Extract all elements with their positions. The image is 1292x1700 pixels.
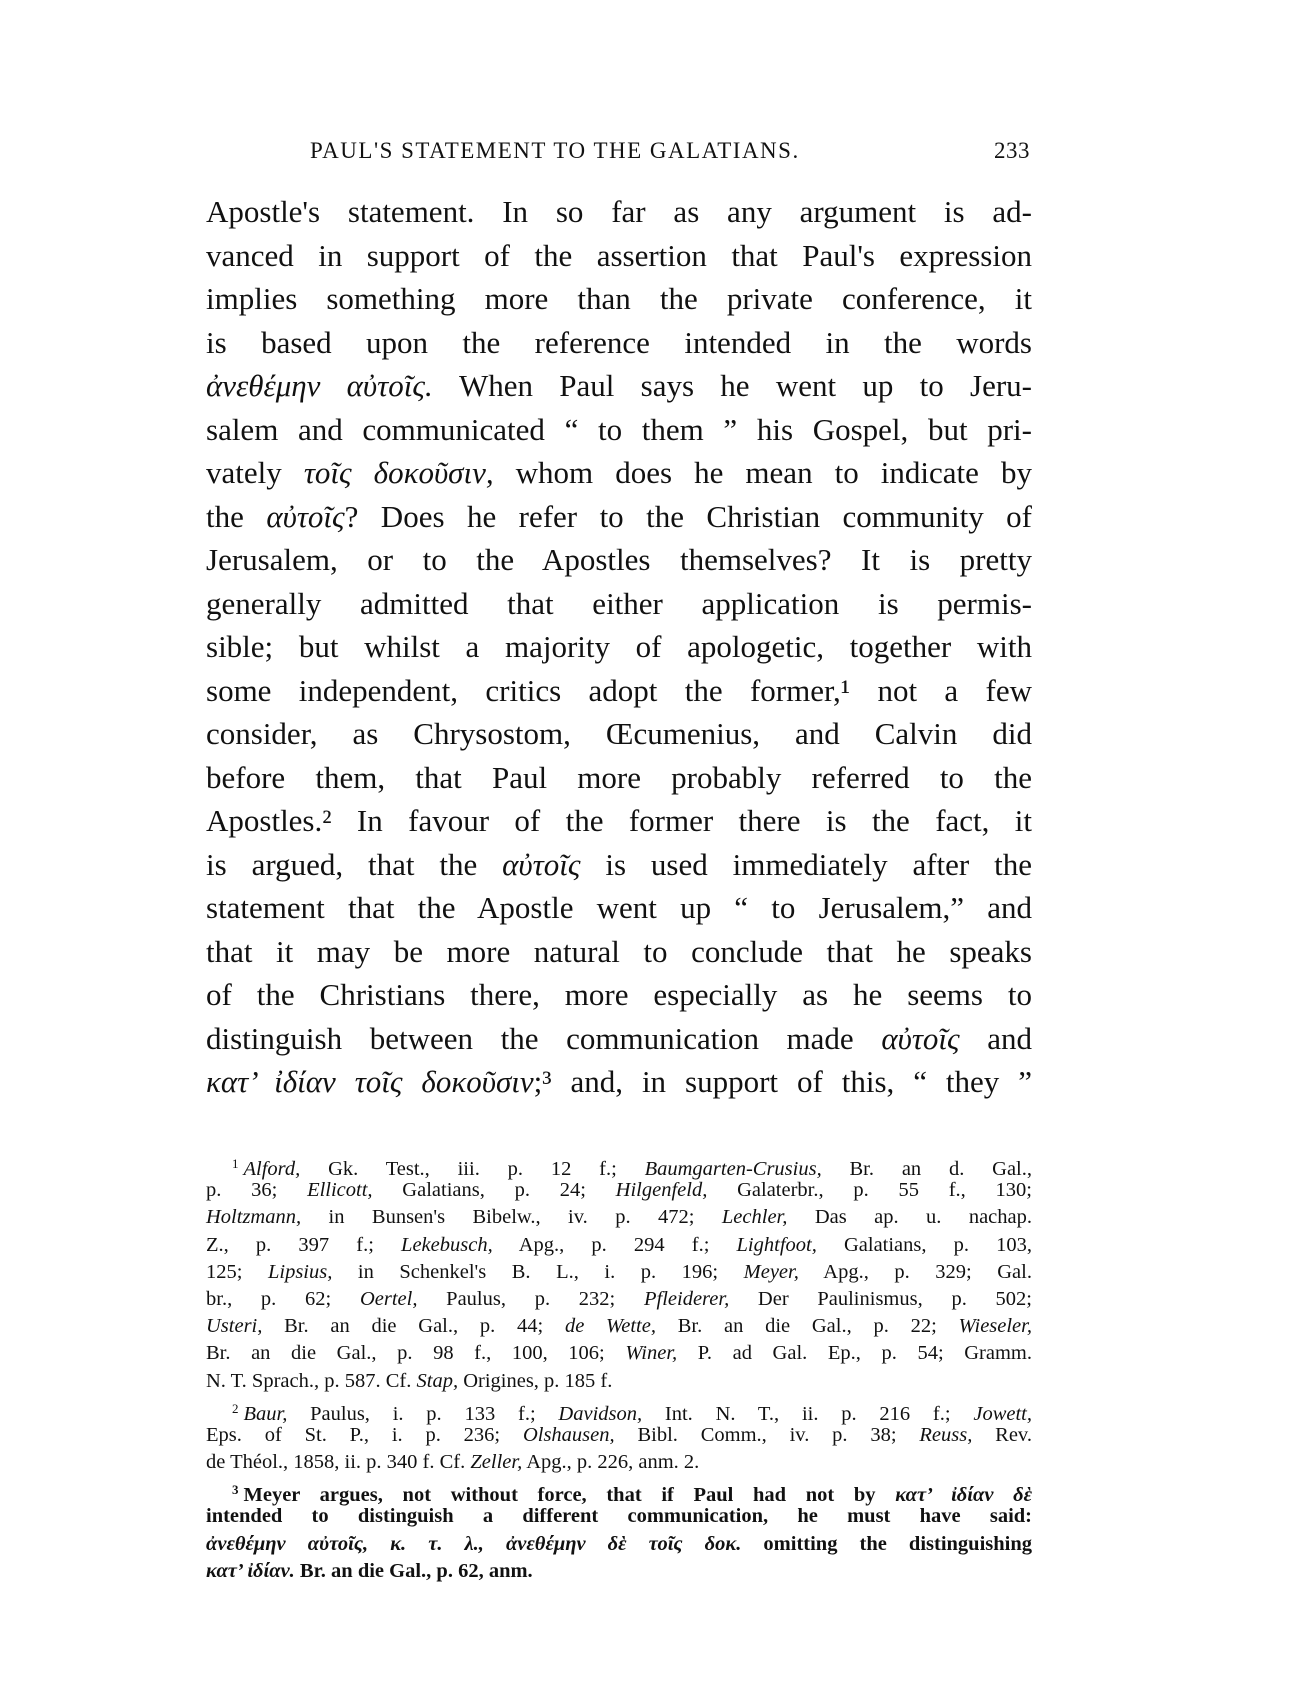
text-line: implies something more than the private conference, it: [206, 281, 1032, 316]
text-line: before them, that Paul more probably referred to the: [206, 759, 1032, 795]
author-name: Stap,: [416, 1369, 459, 1392]
author-name: Holtzmann,: [206, 1206, 302, 1229]
footnote-line: [206, 1531, 1032, 1558]
text-line: statement that the Apostle went up “ to Jerusalem,” and: [206, 890, 1032, 925]
citation-text: de Théol., 1858, ii. p. 340 f. Cf.: [206, 1451, 471, 1474]
text-segment: the: [206, 498, 267, 534]
footnotes: [206, 1150, 1032, 1585]
author-name: Ellicott,: [307, 1179, 373, 1202]
author-name: Pfleiderer,: [643, 1287, 730, 1310]
text-line: [206, 1017, 1032, 1061]
author-name: Oertel,: [359, 1287, 418, 1310]
author-name: Winer,: [625, 1342, 678, 1365]
author-name: Usteri,: [206, 1315, 263, 1338]
text-line: Apostles.² In favour of the former there is the fact, it: [206, 803, 1032, 838]
text-line: generally admitted that either application is permis-: [206, 585, 1032, 621]
text-segment: whom does he mean to indicate by: [493, 455, 1032, 490]
author-name: Wieseler,: [958, 1315, 1032, 1338]
text-segment: and: [959, 1020, 1033, 1056]
footnote-line: [206, 1476, 1032, 1507]
citation-text: Apg., p. 294 f.;: [492, 1233, 737, 1256]
author-name: Olshausen,: [522, 1423, 615, 1446]
footnote-line: [206, 1177, 1032, 1204]
text-line: [206, 1060, 1032, 1104]
citation-text: br., p. 62;: [206, 1287, 360, 1310]
citation-text: Bibl. Comm., iv. p. 38;: [614, 1423, 920, 1446]
text-line: sible; but whilst a majority of apologetic, together with: [206, 629, 1032, 664]
citation-text: in Schenkel's B. L., i. p. 196;: [332, 1260, 744, 1283]
greek-text: αὐτοῖς: [881, 1020, 960, 1056]
citation-text: Gk. Test., iii. p. 12 f.;: [300, 1158, 645, 1180]
author-name: Jowett,: [973, 1402, 1032, 1425]
author-name: Davidson,: [558, 1402, 643, 1425]
text-line: of the Christians there, more especially as he seems to: [206, 977, 1032, 1012]
citation-text: Das ap. u. nachap.: [787, 1206, 1032, 1229]
text-line: [206, 451, 1032, 495]
citation-text: Apg., p. 226, anm. 2.: [522, 1451, 700, 1474]
text-segment: distinguish between the communication made: [206, 1020, 882, 1056]
footnote-line: [206, 1232, 1032, 1259]
citation-text: Int. N. T., ii. p. 216 f.;: [642, 1402, 974, 1425]
citation-text: Der Paulinismus, p. 502;: [729, 1287, 1032, 1310]
greek-text: αὐτοῖς: [266, 498, 345, 534]
author-name: Lechler,: [721, 1206, 788, 1229]
citation-text: Br. an die Gal., p. 98 f., 100, 106;: [206, 1342, 626, 1365]
greek-text: κατ’ ἰδίαν τοῖς δοκοῦσιν: [206, 1064, 534, 1099]
text-segment: ? Does he refer to the Christian community of: [344, 498, 1032, 534]
footnote-line: [206, 1150, 1033, 1180]
text-segment: When Paul says he went up to Jeru-: [432, 368, 1032, 403]
author-name: Meyer,: [743, 1260, 799, 1283]
citation-text: Galatians, p. 103,: [816, 1233, 1033, 1256]
text-line: consider, as Chrysostom, Œcumenius, and Calvin did: [206, 716, 1032, 751]
text-line: [206, 364, 1032, 408]
text-line: salem and communicated “ to them ” his Gospel, but pri-: [206, 411, 1032, 447]
citation-text: p. 36;: [206, 1179, 308, 1202]
citation-text: Galatians, p. 24;: [372, 1179, 616, 1202]
citation-text: P. ad Gal. Ep., p. 54; Gramm.: [677, 1342, 1032, 1365]
text-line: vanced in support of the assertion that Paul's expression: [206, 237, 1032, 273]
author-name: Zeller,: [470, 1451, 523, 1474]
author-name: Alford,: [243, 1158, 301, 1180]
greek-text: κατ’ ἰδίαν.: [206, 1559, 295, 1582]
greek-text: ἀνεθέμην αὐτοῖς.: [206, 368, 433, 403]
citation-text: Z., p. 397 f.;: [206, 1233, 402, 1256]
text-line: is based upon the reference intended in the words: [206, 324, 1032, 360]
author-name: Baumgarten-Crusius,: [644, 1158, 822, 1180]
author-name: Lightfoot,: [736, 1233, 817, 1256]
citation-text: Br. an die Gal., p. 22;: [655, 1315, 959, 1338]
page-number: 233: [994, 138, 1030, 163]
citation-text: in Bunsen's Bibelw., iv. p. 472;: [301, 1206, 722, 1229]
text-segment: ;³ and, in support of this, “ they ”: [533, 1064, 1032, 1099]
greek-text: αὐτοῖς: [502, 846, 581, 882]
text-line: [206, 843, 1032, 887]
main-text: [206, 190, 1032, 1104]
citation-text: intended to distinguish a different communication, he must have said:: [206, 1505, 1032, 1528]
text-line: Jerusalem, or to the Apostles themselves? It is pretty: [206, 542, 1032, 577]
citation-text: Rev.: [972, 1423, 1032, 1446]
citation-text: Origines, p. 185 f.: [458, 1369, 613, 1392]
citation-text: Br. an die Gal., p. 44;: [262, 1315, 565, 1338]
citation-text: Apg., p. 329; Gal.: [798, 1260, 1032, 1283]
footnote-line: [206, 1259, 1032, 1286]
citation-text: Br. an die Gal., p. 62, anm.: [294, 1559, 533, 1582]
footnote-marker: 2: [232, 1400, 239, 1416]
text-line: some independent, critics adopt the former,¹ not a few: [206, 672, 1032, 708]
footnote-line: [206, 1313, 1032, 1340]
citation-text: Galaterbr., p. 55 f., 130;: [707, 1179, 1032, 1202]
greek-text: τοῖς δοκοῦσιν,: [303, 455, 494, 490]
author-name: Baur,: [243, 1402, 288, 1425]
author-name: Lipsius,: [267, 1260, 333, 1283]
footnote-line: [206, 1368, 1032, 1395]
text-line: Apostle's statement. In so far as any argument is ad-: [206, 194, 1032, 229]
citation-text: Paulus, i. p. 133 f.;: [287, 1402, 559, 1425]
text-segment: is used immediately after the: [580, 846, 1032, 882]
author-name: Lekebusch,: [401, 1233, 493, 1256]
greek-text: κατ’ ἰδίαν δὲ: [895, 1484, 1032, 1507]
footnote-line: [206, 1395, 1032, 1425]
text-segment: vately: [206, 455, 304, 490]
text-line: that it may be more natural to conclude that he speaks: [206, 933, 1032, 969]
footnote-line: [206, 1449, 1032, 1476]
citation-text: N. T. Sprach., p. 587. Cf.: [206, 1369, 417, 1392]
author-name: Reuss,: [919, 1423, 973, 1446]
text-line: [206, 495, 1032, 539]
greek-text: ἀνεθέμην αὐτοῖς, κ. τ. λ., ἀνεθέμην δὲ τοῖς δοκ.: [206, 1532, 742, 1555]
footnote-marker: 1: [232, 1156, 239, 1171]
footnote-line: [206, 1503, 1032, 1530]
author-name: Hilgenfeld,: [615, 1179, 708, 1202]
citation-text: 125;: [206, 1260, 268, 1283]
footnote-line: [206, 1204, 1032, 1231]
citation-text: Br. an d. Gal.,: [821, 1158, 1033, 1180]
running-head: PAUL'S STATEMENT TO THE GALATIANS.: [310, 138, 800, 163]
citation-text: Meyer argues, not without force, that if Paul had not by: [243, 1484, 896, 1507]
footnote-line: [206, 1340, 1032, 1367]
footnote-line: [206, 1558, 1032, 1585]
text-segment: is argued, that the: [206, 846, 503, 882]
citation-text: Eps. of St. P., i. p. 236;: [206, 1423, 523, 1446]
citation-text: omitting the distinguishing: [741, 1532, 1032, 1555]
author-name: de Wette,: [564, 1315, 656, 1338]
footnote-line: [206, 1422, 1032, 1449]
citation-text: Paulus, p. 232;: [417, 1287, 644, 1310]
footnote-marker: 3: [232, 1482, 239, 1498]
footnote-line: [206, 1286, 1032, 1313]
